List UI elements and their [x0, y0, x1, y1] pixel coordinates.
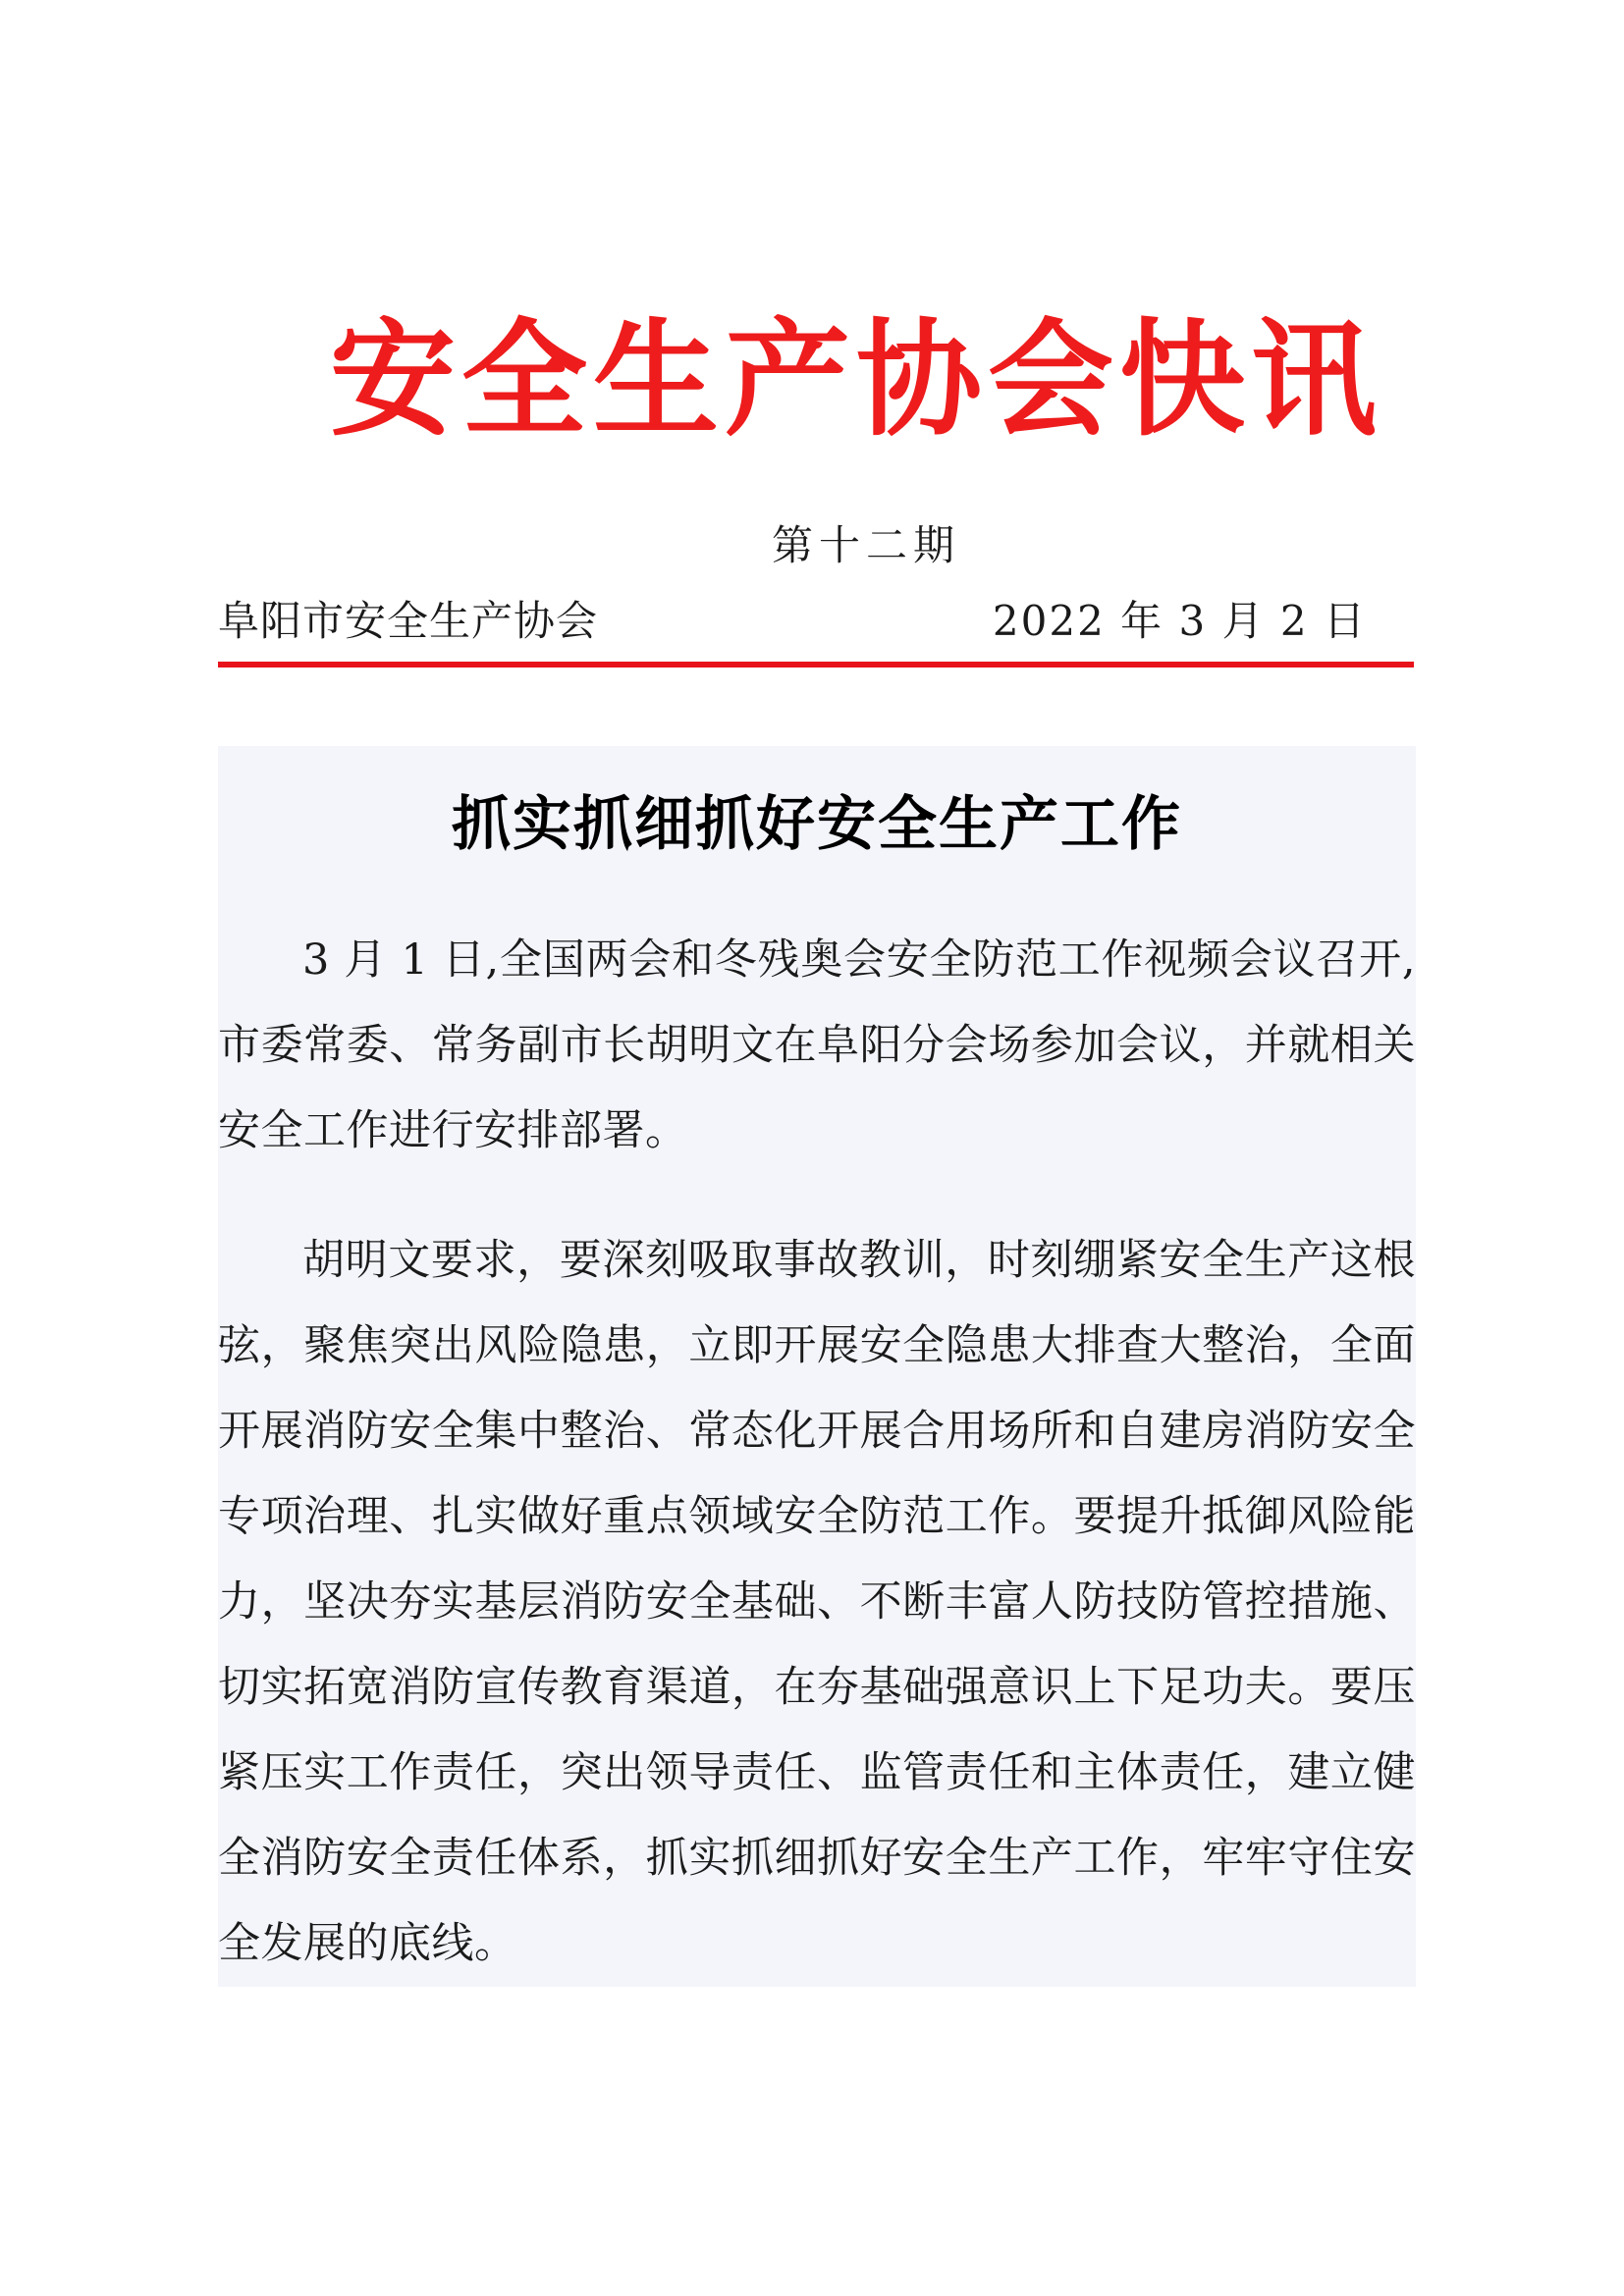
publisher-name: 阜阳市安全生产协会: [218, 597, 599, 645]
newsletter-masthead: 安全生产协会快讯: [329, 307, 1382, 454]
header-divider: [218, 662, 1414, 667]
publish-date: 2022 年 3 月 2 日: [992, 597, 1367, 645]
article-paragraph-2: 胡明文要求，要深刻吸取事故教训，时刻绷紧安全生产这根弦，聚焦突出风险隐患，立即开展安全隐患大排查大整治，全面开展消防安全集中整治、常态化开展合用场所和自建房消防安全专项治理、扎实做好重点领域安全防范工作。要提升抵御风险能力，坚决夯实基层消防安全基础、不断丰富人防技防管控措施、切实拓宽消防宣传教育渠道，在夯基础强意识上下足功夫。要压紧压实工作责任，突出领导责任、监管责任和主体责任，建立健全消防安全责任体系，抓实抓细抓好安全生产工作，牢牢守住安全发展的底线。: [218, 1236, 1416, 1968]
article-panel: [218, 746, 1416, 1987]
issue-number: 第十二期: [771, 521, 960, 569]
article-title: 抓实抓细抓好安全生产工作: [452, 790, 1182, 859]
article-paragraph-1: 3 月 1 日,全国两会和冬残奥会安全防范工作视频会议召开,市委常委、常务副市长胡明文在阜阳分会场参加会议，并就相关安全工作进行安排部署。: [218, 935, 1416, 1155]
